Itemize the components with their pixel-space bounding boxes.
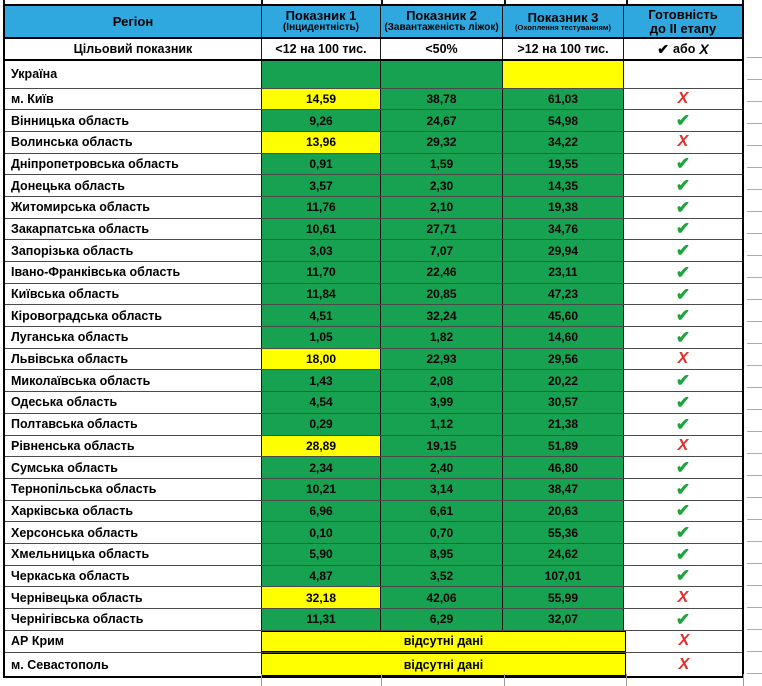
check-icon: ✔: [675, 327, 691, 347]
region-name-cell: Вінницька область: [5, 110, 262, 131]
table-row: [5, 219, 742, 241]
indicator-2-cell: 29,32: [381, 132, 503, 153]
check-icon: ✔: [675, 392, 691, 412]
region-name-cell: Миколаївська область: [5, 370, 262, 391]
indicator-1-cell: 4,87: [262, 566, 381, 587]
check-icon: ✔: [675, 219, 691, 239]
x-icon: Х: [677, 350, 689, 368]
table-row: [5, 197, 742, 219]
indicator-2-cell: 2,40: [381, 457, 503, 478]
region-name-cell: м. Київ: [5, 89, 262, 110]
indicator-1-cell: 1,43: [262, 370, 381, 391]
region-name-cell: Закарпатська область: [5, 219, 262, 240]
header-region-label: Регіон: [112, 13, 154, 29]
indicator-3-cell: 14,35: [503, 175, 624, 196]
check-icon: ✔: [675, 284, 691, 304]
check-icon: ✔: [675, 371, 691, 391]
table-row: [5, 587, 742, 609]
indicator-3-cell: 55,36: [503, 522, 624, 543]
region-name-cell: Львівська область: [5, 349, 262, 370]
table-row: [5, 349, 742, 371]
indicator-3-cell: 54,98: [503, 110, 624, 131]
region-name-cell: Івано-Франківська область: [5, 262, 262, 283]
indicator-3-cell: 107,01: [503, 566, 624, 587]
indicator-1-cell: 4,51: [262, 305, 381, 326]
check-icon: ✔: [675, 154, 691, 174]
table-body: [5, 61, 742, 676]
header-indicator-1: [262, 6, 381, 37]
target-indicator-2-cell: <50%: [381, 39, 503, 59]
table-row: [5, 370, 742, 392]
readiness-cell: [624, 284, 742, 305]
check-icon: ✔: [675, 544, 691, 564]
indicator-1-cell: 6,96: [262, 501, 381, 522]
check-icon: ✔: [675, 609, 691, 629]
indicator-3-cell: 19,38: [503, 197, 624, 218]
grid-tick: [626, 674, 627, 686]
indicator-1-cell: 10,21: [262, 479, 381, 500]
table-row: [5, 414, 742, 436]
indicator-1-cell: 11,84: [262, 284, 381, 305]
table-row: [5, 501, 742, 523]
indicator-1-cell: 5,90: [262, 544, 381, 565]
indicator-3-cell: 23,11: [503, 262, 624, 283]
indicator-2-cell: 1,12: [381, 414, 503, 435]
indicator-1-cell: 28,89: [262, 436, 381, 457]
target-row: [5, 39, 742, 61]
indicator-3-cell: 21,38: [503, 414, 624, 435]
table-row: [5, 392, 742, 414]
check-icon: ✔: [675, 262, 691, 282]
check-icon: ✔: [675, 501, 691, 521]
indicator-3-cell: 29,94: [503, 240, 624, 261]
table-row: [5, 154, 742, 176]
target-indicator-3-cell: >12 на 100 тис.: [503, 39, 624, 59]
region-name-cell: Одеська область: [5, 392, 262, 413]
indicator-1-cell: 18,00: [262, 349, 381, 370]
table-row: [5, 132, 742, 154]
indicator-2-cell: 2,08: [381, 370, 503, 391]
header-row: [5, 6, 742, 39]
indicator-3-cell: 24,62: [503, 544, 624, 565]
indicator-2-cell: 27,71: [381, 219, 503, 240]
readiness-cell: [624, 89, 742, 110]
check-icon: ✔: [675, 176, 691, 196]
indicator-2-cell: 6,29: [381, 609, 503, 630]
table-row: [5, 89, 742, 111]
indicator-2-cell: 24,67: [381, 110, 503, 131]
regions-table: [3, 4, 744, 678]
region-name-cell: Донецька область: [5, 175, 262, 196]
indicator-2-cell: 22,93: [381, 349, 503, 370]
header-indicator-2-sublabel: (Завантаженість ліжок): [384, 22, 499, 34]
indicator-3-cell: 55,99: [503, 587, 624, 608]
indicator-2-cell: 19,15: [381, 436, 503, 457]
indicator-2-cell: 3,99: [381, 392, 503, 413]
region-name-cell: Волинська область: [5, 132, 262, 153]
indicator-1-cell: 14,59: [262, 89, 381, 110]
readiness-cell: [624, 240, 742, 261]
x-icon: Х: [677, 436, 689, 454]
indicator-2-cell: 22,46: [381, 262, 503, 283]
region-name-cell: Чернігівська область: [5, 609, 262, 630]
readiness-cell: [624, 544, 742, 565]
indicator-2-cell: 20,85: [381, 284, 503, 305]
table-row: [5, 609, 742, 631]
indicator-3-cell: 29,56: [503, 349, 624, 370]
indicator-3-cell: 61,03: [503, 89, 624, 110]
indicator-3-cell: 32,07: [503, 609, 624, 630]
indicator-1-cell: 0,29: [262, 414, 381, 435]
no-data-cell: відсутні дані: [262, 631, 626, 653]
indicator-1-cell: 3,03: [262, 240, 381, 261]
region-name-cell: Полтавська область: [5, 414, 262, 435]
target-indicator-1-cell: <12 на 100 тис.: [262, 39, 381, 59]
check-icon: ✔: [675, 414, 691, 434]
indicator-1-cell: 9,26: [262, 110, 381, 131]
grid-tick: [504, 674, 505, 686]
readiness-cell: [624, 457, 742, 478]
header-indicator-3-label: Показник 3: [527, 9, 599, 25]
readiness-cell: [624, 154, 742, 175]
readiness-cell: [624, 501, 742, 522]
indicator-2-cell: 38,78: [381, 89, 503, 110]
check-icon: ✔: [675, 306, 691, 326]
indicator-3-cell: 34,22: [503, 132, 624, 153]
indicator-1-cell: 11,76: [262, 197, 381, 218]
readiness-cell: [624, 327, 742, 348]
header-region: [5, 6, 262, 37]
table-row: [5, 566, 742, 588]
check-icon: ✔: [675, 197, 691, 217]
region-name-cell: Луганська область: [5, 327, 262, 348]
readiness-cell: [624, 414, 742, 435]
table-row: [5, 436, 742, 458]
header-indicator-3: [503, 6, 624, 37]
region-name-cell: Сумська область: [5, 457, 262, 478]
indicator-2-cell: 32,24: [381, 305, 503, 326]
indicator-3-cell: 38,47: [503, 479, 624, 500]
table-row: [5, 544, 742, 566]
check-icon: ✔: [675, 523, 691, 543]
header-indicator-3-sublabel: (Охоплення тестуванням): [515, 23, 611, 33]
table-row: [5, 305, 742, 327]
header-indicator-1-sublabel: (Інцидентність): [282, 22, 360, 34]
adjacent-empty-cells: [747, 36, 762, 674]
indicator-1-cell: 32,18: [262, 587, 381, 608]
indicator-3-cell: 45,60: [503, 305, 624, 326]
readiness-cell: [624, 61, 742, 88]
readiness-cell: [624, 262, 742, 283]
indicator-2-cell: 8,95: [381, 544, 503, 565]
check-icon: ✔: [675, 479, 691, 499]
table-row: [5, 522, 742, 544]
readiness-cell: [624, 197, 742, 218]
readiness-cell: [624, 110, 742, 131]
region-name-cell: Дніпропетровська область: [5, 154, 262, 175]
check-icon: ✔: [675, 241, 691, 261]
target-label-cell: Цільовий показник: [5, 39, 262, 59]
region-name-cell: Київська область: [5, 284, 262, 305]
x-icon: Х: [678, 632, 690, 650]
header-readiness-sublabel: до ІІ етапу: [649, 20, 717, 36]
table-row: [5, 284, 742, 306]
header-indicator-1-label: Показник 1: [285, 8, 357, 24]
indicator-3-cell: 47,23: [503, 284, 624, 305]
region-name-cell: Харківська область: [5, 501, 262, 522]
grid-tick: [381, 674, 382, 686]
indicator-2-cell: 6,61: [381, 501, 503, 522]
indicator-1-cell: 0,91: [262, 154, 381, 175]
header-readiness-label: Готовність: [648, 6, 718, 22]
indicator-2-cell: [381, 61, 503, 88]
table-row: [5, 240, 742, 262]
table-row: [5, 653, 742, 676]
indicator-1-cell: [262, 61, 381, 88]
region-name-cell: Тернопільська область: [5, 479, 262, 500]
readiness-cell: [624, 305, 742, 326]
x-icon: Х: [677, 133, 689, 151]
target-readiness-cell: [624, 39, 742, 59]
header-indicator-2-label: Показник 2: [406, 8, 477, 24]
region-name-cell: АР Крим: [5, 631, 262, 653]
x-icon: Х: [699, 41, 709, 57]
indicator-3-cell: 34,76: [503, 219, 624, 240]
readiness-cell: [624, 566, 742, 587]
readiness-cell: [624, 479, 742, 500]
readiness-cell: [624, 175, 742, 196]
indicator-3-cell: 30,57: [503, 392, 624, 413]
indicator-1-cell: 10,61: [262, 219, 381, 240]
region-name-cell: Херсонська область: [5, 522, 262, 543]
indicator-3-cell: 19,55: [503, 154, 624, 175]
readiness-cell: [624, 436, 742, 457]
header-indicator-2: [381, 6, 503, 37]
indicator-1-cell: 1,05: [262, 327, 381, 348]
region-name-cell: Запорізька область: [5, 240, 262, 261]
check-icon: ✔: [675, 458, 691, 478]
table-row: [5, 110, 742, 132]
region-name-cell: Черкаська область: [5, 566, 262, 587]
region-name-cell: Рівненська область: [5, 436, 262, 457]
indicator-3-cell: 20,22: [503, 370, 624, 391]
indicator-2-cell: 0,70: [381, 522, 503, 543]
region-name-cell: Чернівецька область: [5, 587, 262, 608]
readiness-cell: [624, 609, 742, 630]
x-icon: Х: [677, 89, 689, 107]
region-name-cell: м. Севастополь: [5, 653, 262, 676]
indicator-1-cell: 13,96: [262, 132, 381, 153]
table-row: [5, 631, 742, 654]
table-row: [5, 327, 742, 349]
indicator-1-cell: 0,10: [262, 522, 381, 543]
grid-tick: [743, 674, 744, 686]
check-icon: ✔: [675, 111, 691, 131]
readiness-cell: [626, 653, 742, 676]
region-name-cell: Кіровоградська область: [5, 305, 262, 326]
indicator-2-cell: 2,10: [381, 197, 503, 218]
indicator-3-cell: 14,60: [503, 327, 624, 348]
indicator-3-cell: 46,80: [503, 457, 624, 478]
readiness-cell: [624, 370, 742, 391]
target-or-label: або: [673, 42, 696, 56]
indicator-3-cell: [503, 61, 624, 88]
indicator-2-cell: 1,82: [381, 327, 503, 348]
check-icon: ✔: [657, 40, 670, 57]
region-name-cell: Житомирська область: [5, 197, 262, 218]
indicator-2-cell: 2,30: [381, 175, 503, 196]
check-icon: ✔: [675, 566, 691, 586]
table-row: [5, 262, 742, 284]
indicator-1-cell: 11,31: [262, 609, 381, 630]
header-readiness: [624, 6, 742, 37]
table-row: [5, 61, 742, 89]
indicator-2-cell: 3,52: [381, 566, 503, 587]
readiness-cell: [624, 349, 742, 370]
indicator-2-cell: 42,06: [381, 587, 503, 608]
indicator-1-cell: 11,70: [262, 262, 381, 283]
no-data-cell: відсутні дані: [262, 653, 626, 676]
table-row: [5, 457, 742, 479]
indicator-2-cell: 3,14: [381, 479, 503, 500]
x-icon: Х: [678, 655, 690, 673]
indicator-1-cell: 2,34: [262, 457, 381, 478]
indicator-2-cell: 1,59: [381, 154, 503, 175]
table-row: [5, 479, 742, 501]
indicator-1-cell: 3,57: [262, 175, 381, 196]
readiness-cell: [624, 522, 742, 543]
readiness-cell: [626, 631, 742, 653]
grid-tick: [261, 674, 262, 686]
indicator-3-cell: 20,63: [503, 501, 624, 522]
indicator-2-cell: 7,07: [381, 240, 503, 261]
readiness-cell: [624, 587, 742, 608]
x-icon: Х: [677, 588, 689, 606]
region-name-cell: Хмельницька область: [5, 544, 262, 565]
readiness-cell: [624, 219, 742, 240]
indicator-3-cell: 51,89: [503, 436, 624, 457]
table-row: [5, 175, 742, 197]
readiness-cell: [624, 132, 742, 153]
region-name-cell: Україна: [5, 61, 262, 88]
readiness-cell: [624, 392, 742, 413]
indicator-1-cell: 4,54: [262, 392, 381, 413]
